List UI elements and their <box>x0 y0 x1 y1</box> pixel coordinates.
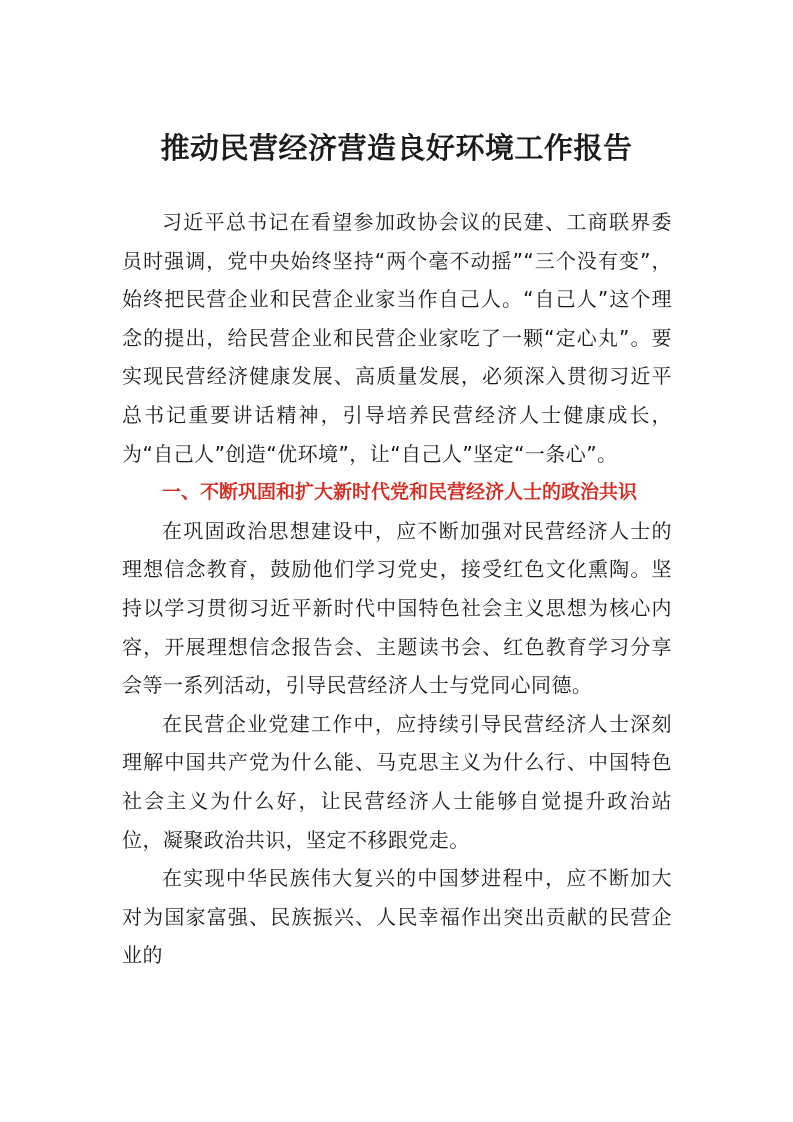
paragraph-party-building: 在民营企业党建工作中，应持续引导民营经济人士深刻理解中国共产党为什么能、马克思主义为什么行、中国特色社会主义为什么好，让民营经济人士能够自觉提升政治站位，凝聚政治共识，坚定不移跟党走。 <box>122 711 672 852</box>
section-heading-1: 一、不断巩固和扩大新时代党和民营经济人士的政治共识 <box>162 481 638 504</box>
document-title: 推动民营经济营造良好环境工作报告 <box>160 131 633 165</box>
document-body <box>122 203 672 975</box>
paragraph-chinese-dream: 在实现中华民族伟大复兴的中国梦进程中，应不断加大对为国家富强、民族振兴、人民幸福作出突出贡献的民营企业的 <box>122 866 672 968</box>
paragraph-political-education: 在巩固政治思想建设中，应不断加强对民营经济人士的理想信念教育，鼓励他们学习党史，接受红色文化熏陶。坚持以学习贯彻习近平新时代中国特色社会主义思想为核心内容，开展理想信念报告会、主题读书会、红色教育学习分享会等一系列活动，引导民营经济人士与党同心同德。 <box>122 518 672 698</box>
paragraph-intro: 习近平总书记在看望参加政协会议的民建、工商联界委员时强调，党中央始终坚持“两个毫不动摇”“三个没有变”，始终把民营企业和民营企业家当作自己人。“自己人”这个理念的提出，给民营企业和民营企业家吃了一颗“定心丸”。要实现民营经济健康发展、高质量发展，必须深入贯彻习近平总书记重要讲话精神，引导培养民营经济人士健康成长，为“自己人”创造“优环境”，让“自己人”坚定“一条心”。 <box>122 210 672 466</box>
